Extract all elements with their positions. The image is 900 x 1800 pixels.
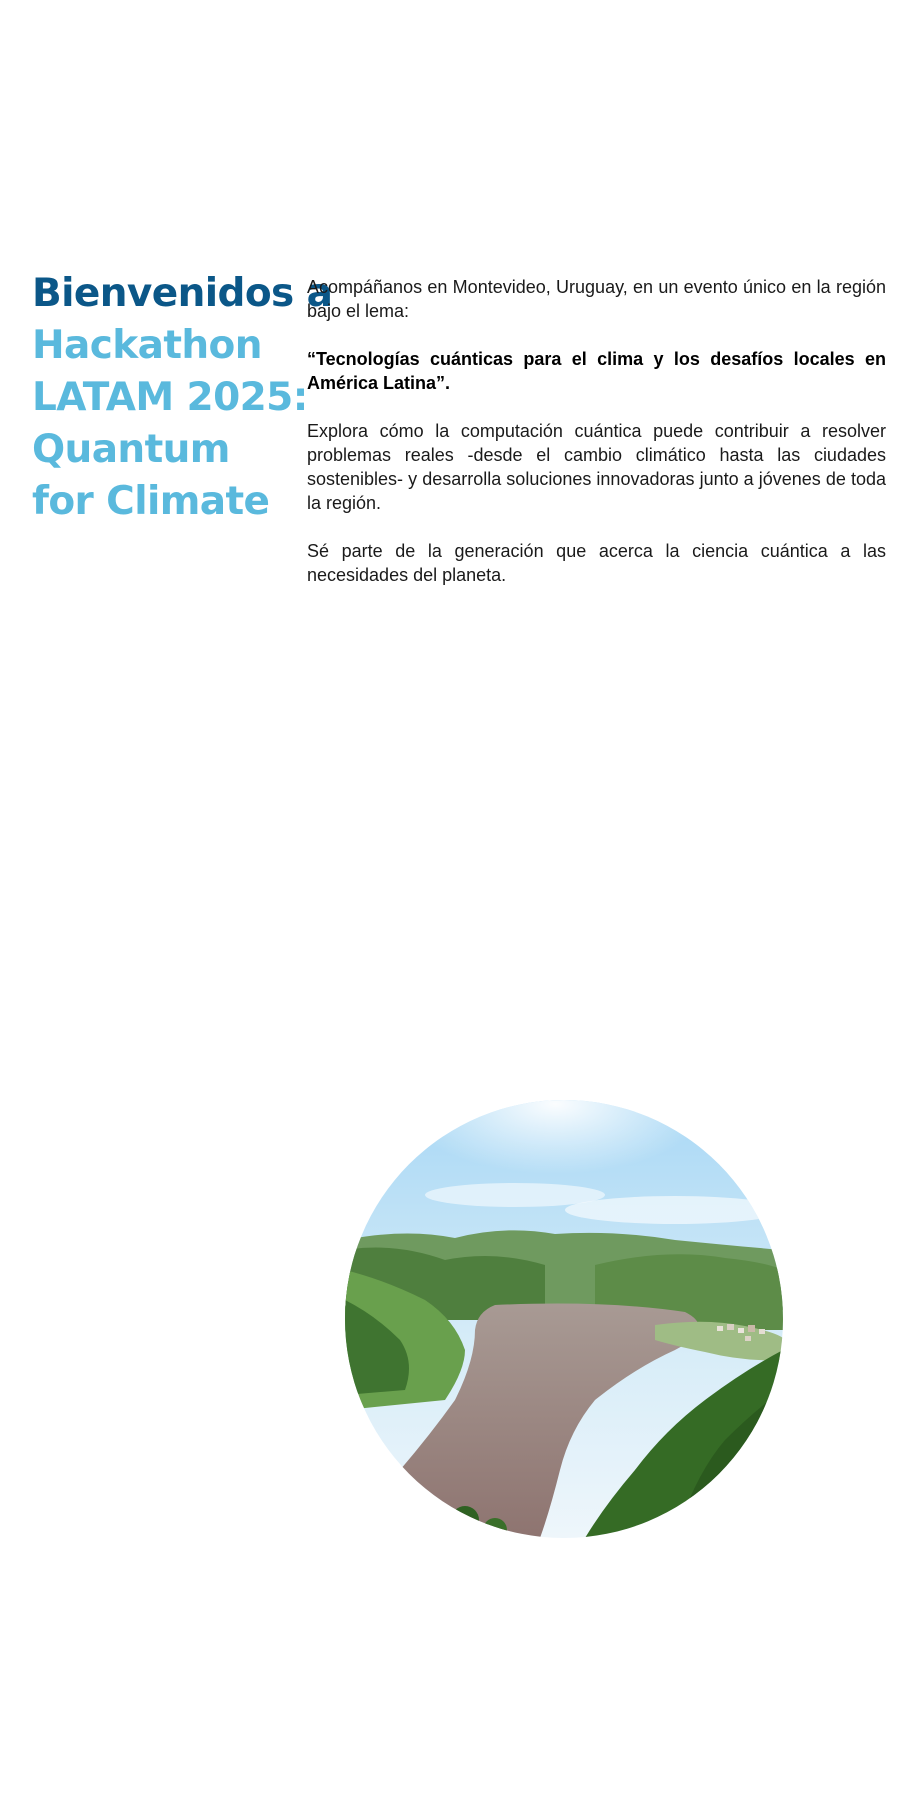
intro-text bbox=[307, 275, 886, 611]
river-landscape-image bbox=[345, 1100, 783, 1538]
hero-title-welcome: Bienvenidos a bbox=[32, 271, 333, 316]
hero-title-event-line-2: LATAM 2025: bbox=[32, 375, 308, 420]
hero-title-event-line-4: for Climate bbox=[32, 479, 270, 524]
intro-paragraph-invitation: Acompáñanos en Montevideo, Uruguay, en un evento único en la región bajo el lema: bbox=[307, 277, 886, 321]
hero-title-event-line-1: Hackathon bbox=[32, 323, 262, 368]
intro-paragraph-explore: Explora cómo la computación cuántica puede contribuir a resolver problemas reales -desde el cambio climático hasta las ciudades sostenibles- y desarrolla soluciones innovadoras junto a jóvenes de toda la región. bbox=[307, 421, 886, 513]
river-landscape-illustration bbox=[345, 1100, 783, 1538]
intro-paragraph-call-to-action: Sé parte de la generación que acerca la ciencia cuántica a las necesidades del planeta. bbox=[307, 541, 886, 585]
hero-title bbox=[32, 268, 333, 528]
hero-title-event-line-3: Quantum bbox=[32, 427, 230, 472]
hero-section bbox=[32, 268, 333, 528]
intro-motto: “Tecnologías cuánticas para el clima y los desafíos locales en América Latina”. bbox=[307, 349, 886, 393]
